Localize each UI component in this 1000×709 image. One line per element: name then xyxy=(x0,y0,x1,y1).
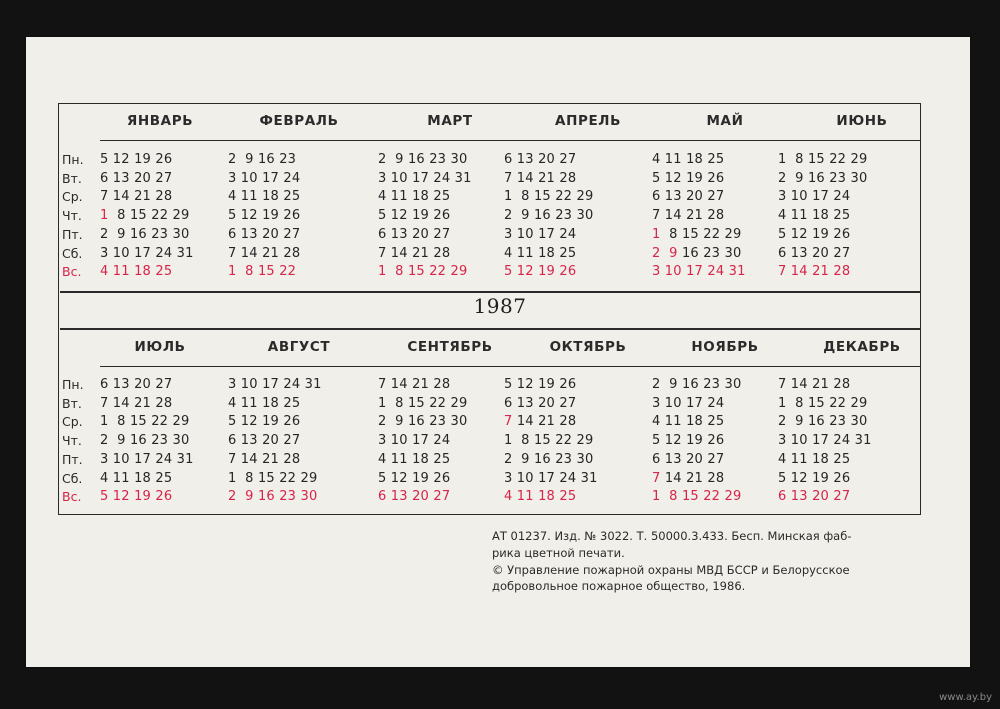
date-run: 2 9 16 23 30 xyxy=(778,170,868,186)
date-run: 4 11 18 25 xyxy=(778,208,851,224)
date-run: 2 9 16 23 30 xyxy=(504,451,594,467)
weekday-dates xyxy=(504,377,576,392)
month-header-rule xyxy=(498,366,646,367)
date-run: 3 10 17 24 31 xyxy=(378,170,472,186)
date-run: 6 13 20 27 xyxy=(378,489,451,505)
month-header-rule xyxy=(372,140,498,141)
date-run: 6 13 20 27 xyxy=(378,226,451,242)
weekday-dates xyxy=(378,208,450,223)
month-header-rule xyxy=(100,366,228,367)
day-label: Сб. xyxy=(62,470,83,486)
date-run: 2 9 16 23 xyxy=(228,152,297,167)
weekday-dates xyxy=(378,396,467,411)
month-header-rule xyxy=(222,140,372,141)
date-run: 5 12 19 26 xyxy=(100,489,173,505)
date-run: 2 9 16 23 30 xyxy=(504,208,594,224)
weekday-dates xyxy=(100,246,194,261)
date-run: 7 14 21 28 xyxy=(228,451,301,467)
weekday-dates xyxy=(228,152,296,167)
date-run: 3 10 17 24 xyxy=(378,433,451,449)
month-name: АВГУСТ xyxy=(267,339,331,355)
holiday-date: 1 xyxy=(100,208,109,224)
date-run: 4 11 18 25 xyxy=(504,245,577,261)
weekday-dates xyxy=(778,433,872,448)
month-name: ИЮЛЬ xyxy=(134,339,186,355)
day-label: Чт. xyxy=(62,208,82,224)
weekday-dates xyxy=(652,227,741,242)
weekday-dates xyxy=(652,377,741,392)
date-run: 7 14 21 28 xyxy=(100,395,173,411)
date-run: 7 14 21 28 xyxy=(778,264,851,280)
weekday-dates xyxy=(652,452,724,467)
publisher-line-2: рика цветной печати. xyxy=(492,546,625,560)
date-run: 1 8 15 22 29 xyxy=(228,470,318,486)
month-name: НОЯБРЬ xyxy=(691,339,759,355)
weekday-dates xyxy=(652,396,724,411)
date-run: 1 8 15 22 29 xyxy=(378,395,468,411)
holiday-date: 7 xyxy=(504,414,513,430)
weekday-dates xyxy=(778,452,850,467)
weekday-dates xyxy=(652,471,724,486)
weekday-dates xyxy=(504,489,576,504)
date-run: 7 14 21 28 xyxy=(504,170,577,186)
year-band-top-rule xyxy=(60,291,920,293)
date-run: 7 14 21 28 xyxy=(100,189,173,205)
date-run: 8 15 22 29 xyxy=(660,226,742,242)
weekday-dates xyxy=(378,433,450,448)
weekday-dates xyxy=(100,227,189,242)
weekday-dates xyxy=(504,264,576,279)
date-run: 4 11 18 25 xyxy=(778,451,851,467)
day-label: Вт. xyxy=(62,170,82,186)
weekday-dates xyxy=(778,377,850,392)
month-name: ОКТЯБРЬ xyxy=(549,339,627,355)
date-run: 3 10 17 24 xyxy=(652,395,725,411)
date-run: 4 11 18 25 xyxy=(228,395,301,411)
year-band-bottom-rule xyxy=(60,328,920,330)
date-run: 3 10 17 24 31 xyxy=(778,433,872,449)
date-run: 5 12 19 26 xyxy=(652,170,725,186)
date-run: 3 10 17 24 31 xyxy=(504,470,598,486)
month-header-rule xyxy=(772,140,920,141)
month-name: ИЮНЬ xyxy=(836,113,888,129)
weekday-dates xyxy=(228,452,300,467)
weekday-dates xyxy=(228,208,300,223)
month-name: МАРТ xyxy=(427,113,473,129)
date-run: 4 11 18 25 xyxy=(652,414,725,430)
month-header-rule xyxy=(498,140,646,141)
date-run: 7 14 21 28 xyxy=(778,377,851,392)
weekday-dates xyxy=(228,414,300,429)
weekday-dates xyxy=(100,433,189,448)
weekday-dates xyxy=(652,246,741,261)
weekday-dates xyxy=(778,246,850,261)
weekday-dates xyxy=(652,208,724,223)
date-run: 7 14 21 28 xyxy=(378,245,451,261)
year-title: 1987 xyxy=(473,294,527,318)
date-run: 4 11 18 25 xyxy=(100,264,173,280)
date-run: 4 11 18 25 xyxy=(100,470,173,486)
weekday-dates xyxy=(100,264,172,279)
date-run: 5 12 19 26 xyxy=(228,414,301,430)
weekday-dates xyxy=(652,489,741,504)
date-run: 2 9 16 23 30 xyxy=(778,414,868,430)
weekday-dates xyxy=(228,489,317,504)
date-run: 6 13 20 27 xyxy=(100,377,173,392)
date-run: 6 13 20 27 xyxy=(652,451,725,467)
date-run: 2 9 16 23 30 xyxy=(652,377,742,392)
weekday-dates xyxy=(228,171,300,186)
weekday-dates xyxy=(100,377,172,392)
date-run: 4 11 18 25 xyxy=(652,152,725,167)
date-run: 1 8 15 22 29 xyxy=(778,395,868,411)
date-run: 2 9 16 23 30 xyxy=(100,433,190,449)
date-run: 4 11 18 25 xyxy=(378,189,451,205)
weekday-dates xyxy=(228,396,300,411)
weekday-dates xyxy=(228,264,296,279)
date-run: 5 12 19 26 xyxy=(778,226,851,242)
weekday-dates xyxy=(652,152,724,167)
weekday-dates xyxy=(778,396,867,411)
month-header-rule xyxy=(222,366,372,367)
weekday-dates xyxy=(378,152,467,167)
date-run: 4 11 18 25 xyxy=(504,489,577,505)
date-run: 5 12 19 26 xyxy=(504,377,577,392)
date-run: 1 8 15 22 xyxy=(228,264,297,280)
weekday-dates xyxy=(778,208,850,223)
weekday-dates xyxy=(504,452,593,467)
weekday-dates xyxy=(100,171,172,186)
holiday-date: 2 9 xyxy=(652,245,678,261)
holiday-date: 7 xyxy=(652,470,661,486)
weekday-dates xyxy=(504,171,576,186)
day-label: Вс. xyxy=(62,264,82,280)
date-run: 3 10 17 24 31 xyxy=(100,245,194,261)
date-run: 2 9 16 23 30 xyxy=(378,152,468,167)
date-run: 8 15 22 29 xyxy=(108,208,190,224)
date-run: 1 8 15 22 29 xyxy=(778,152,868,167)
weekday-dates xyxy=(228,227,300,242)
weekday-dates xyxy=(378,489,450,504)
date-run: 4 11 18 25 xyxy=(228,189,301,205)
date-run: 5 12 19 26 xyxy=(652,433,725,449)
day-label: Вт. xyxy=(62,395,82,411)
date-run: 7 14 21 28 xyxy=(228,245,301,261)
date-run: 2 9 16 23 30 xyxy=(228,489,318,505)
weekday-dates xyxy=(228,433,300,448)
date-run: 6 13 20 27 xyxy=(652,189,725,205)
date-run: 14 21 28 xyxy=(660,470,725,486)
month-header-rule xyxy=(100,140,228,141)
month-header-rule xyxy=(772,366,920,367)
weekday-dates xyxy=(504,414,576,429)
weekday-dates xyxy=(378,227,450,242)
weekday-dates xyxy=(100,414,189,429)
weekday-dates xyxy=(378,171,472,186)
date-run: 4 11 18 25 xyxy=(378,451,451,467)
date-run: 3 10 17 24 31 xyxy=(652,264,746,280)
date-run: 1 8 15 22 29 xyxy=(504,433,594,449)
date-run: 14 21 28 xyxy=(512,414,577,430)
date-run: 6 13 20 27 xyxy=(504,395,577,411)
date-run: 3 10 17 24 xyxy=(778,189,851,205)
weekday-dates xyxy=(378,377,450,392)
date-run: 6 13 20 27 xyxy=(100,170,173,186)
day-label: Пн. xyxy=(62,377,84,392)
day-label: Пт. xyxy=(62,226,83,242)
weekday-dates xyxy=(228,189,300,204)
weekday-dates xyxy=(652,189,724,204)
day-label: Ср. xyxy=(62,189,83,205)
date-run: 2 9 16 23 30 xyxy=(378,414,468,430)
weekday-dates xyxy=(228,377,322,392)
weekday-dates xyxy=(504,396,576,411)
weekday-dates xyxy=(504,433,593,448)
weekday-dates xyxy=(778,189,850,204)
weekday-dates xyxy=(504,227,576,242)
weekday-dates xyxy=(100,489,172,504)
day-label: Пт. xyxy=(62,451,83,467)
weekday-dates xyxy=(778,152,867,167)
day-label: Чт. xyxy=(62,433,82,449)
date-run: 5 12 19 26 xyxy=(228,208,301,224)
date-run: 3 10 17 24 xyxy=(504,226,577,242)
weekday-dates xyxy=(378,414,467,429)
date-run: 5 12 19 26 xyxy=(778,470,851,486)
weekday-dates xyxy=(778,227,850,242)
date-run: 5 12 19 26 xyxy=(378,208,451,224)
date-run: 5 12 19 26 xyxy=(100,152,173,167)
date-run: 5 12 19 26 xyxy=(504,264,577,280)
weekday-dates xyxy=(100,189,172,204)
weekday-dates xyxy=(378,189,450,204)
weekday-dates xyxy=(504,246,576,261)
month-header-rule xyxy=(372,366,498,367)
weekday-dates xyxy=(504,471,598,486)
weekday-dates xyxy=(228,246,300,261)
weekday-dates xyxy=(778,471,850,486)
watermark: www.ay.by xyxy=(939,692,992,703)
copyright-line-2: добровольное пожарное общество, 1986. xyxy=(492,579,746,593)
publisher-line-1: АТ 01237. Изд. № 3022. Т. 50000.3.433. Бесп. Минская фаб- xyxy=(492,529,852,543)
date-run: 3 10 17 24 31 xyxy=(228,377,322,392)
copyright-line-1: © Управление пожарной охраны МВД БССР и Белорусское xyxy=(492,563,850,577)
weekday-dates xyxy=(652,433,724,448)
date-run: 6 13 20 27 xyxy=(778,489,851,505)
day-label: Вс. xyxy=(62,489,82,505)
day-label: Пн. xyxy=(62,152,84,167)
date-run: 1 8 15 22 29 xyxy=(378,264,468,280)
weekday-dates xyxy=(778,489,850,504)
weekday-dates xyxy=(100,396,172,411)
month-name: ЯНВАРЬ xyxy=(126,113,194,129)
date-run: 3 10 17 24 31 xyxy=(100,451,194,467)
weekday-dates xyxy=(378,471,450,486)
weekday-dates xyxy=(378,452,450,467)
weekday-dates xyxy=(778,171,867,186)
date-run: 16 23 30 xyxy=(677,245,742,261)
weekday-dates xyxy=(652,264,746,279)
date-run: 6 13 20 27 xyxy=(228,433,301,449)
date-run: 5 12 19 26 xyxy=(378,470,451,486)
weekday-dates xyxy=(504,208,593,223)
weekday-dates xyxy=(504,189,593,204)
weekday-dates xyxy=(100,152,172,167)
date-run: 3 10 17 24 xyxy=(228,170,301,186)
day-label: Сб. xyxy=(62,245,83,261)
date-run: 6 13 20 27 xyxy=(504,152,577,167)
date-run: 1 8 15 22 29 xyxy=(100,414,190,430)
month-header-rule xyxy=(646,366,772,367)
date-run: 7 14 21 28 xyxy=(378,377,451,392)
date-run: 6 13 20 27 xyxy=(228,226,301,242)
weekday-dates xyxy=(100,452,194,467)
weekday-dates xyxy=(100,471,172,486)
month-name: ДЕКАБРЬ xyxy=(823,339,901,355)
holiday-date: 1 xyxy=(652,226,661,242)
weekday-dates xyxy=(100,208,189,223)
weekday-dates xyxy=(378,264,467,279)
date-run: 1 8 15 22 29 xyxy=(504,189,594,205)
month-name: ФЕВРАЛЬ xyxy=(259,113,339,129)
weekday-dates xyxy=(504,152,576,167)
date-run: 1 8 15 22 29 xyxy=(652,489,742,505)
date-run: 7 14 21 28 xyxy=(652,208,725,224)
date-run: 6 13 20 27 xyxy=(778,245,851,261)
month-name: МАЙ xyxy=(706,113,744,129)
month-header-rule xyxy=(646,140,772,141)
date-run: 2 9 16 23 30 xyxy=(100,226,190,242)
month-name: СЕНТЯБРЬ xyxy=(407,339,493,355)
weekday-dates xyxy=(228,471,317,486)
weekday-dates xyxy=(652,414,724,429)
weekday-dates xyxy=(378,246,450,261)
weekday-dates xyxy=(652,171,724,186)
weekday-dates xyxy=(778,414,867,429)
day-label: Ср. xyxy=(62,414,83,430)
weekday-dates xyxy=(778,264,850,279)
month-name: АПРЕЛЬ xyxy=(555,113,621,129)
